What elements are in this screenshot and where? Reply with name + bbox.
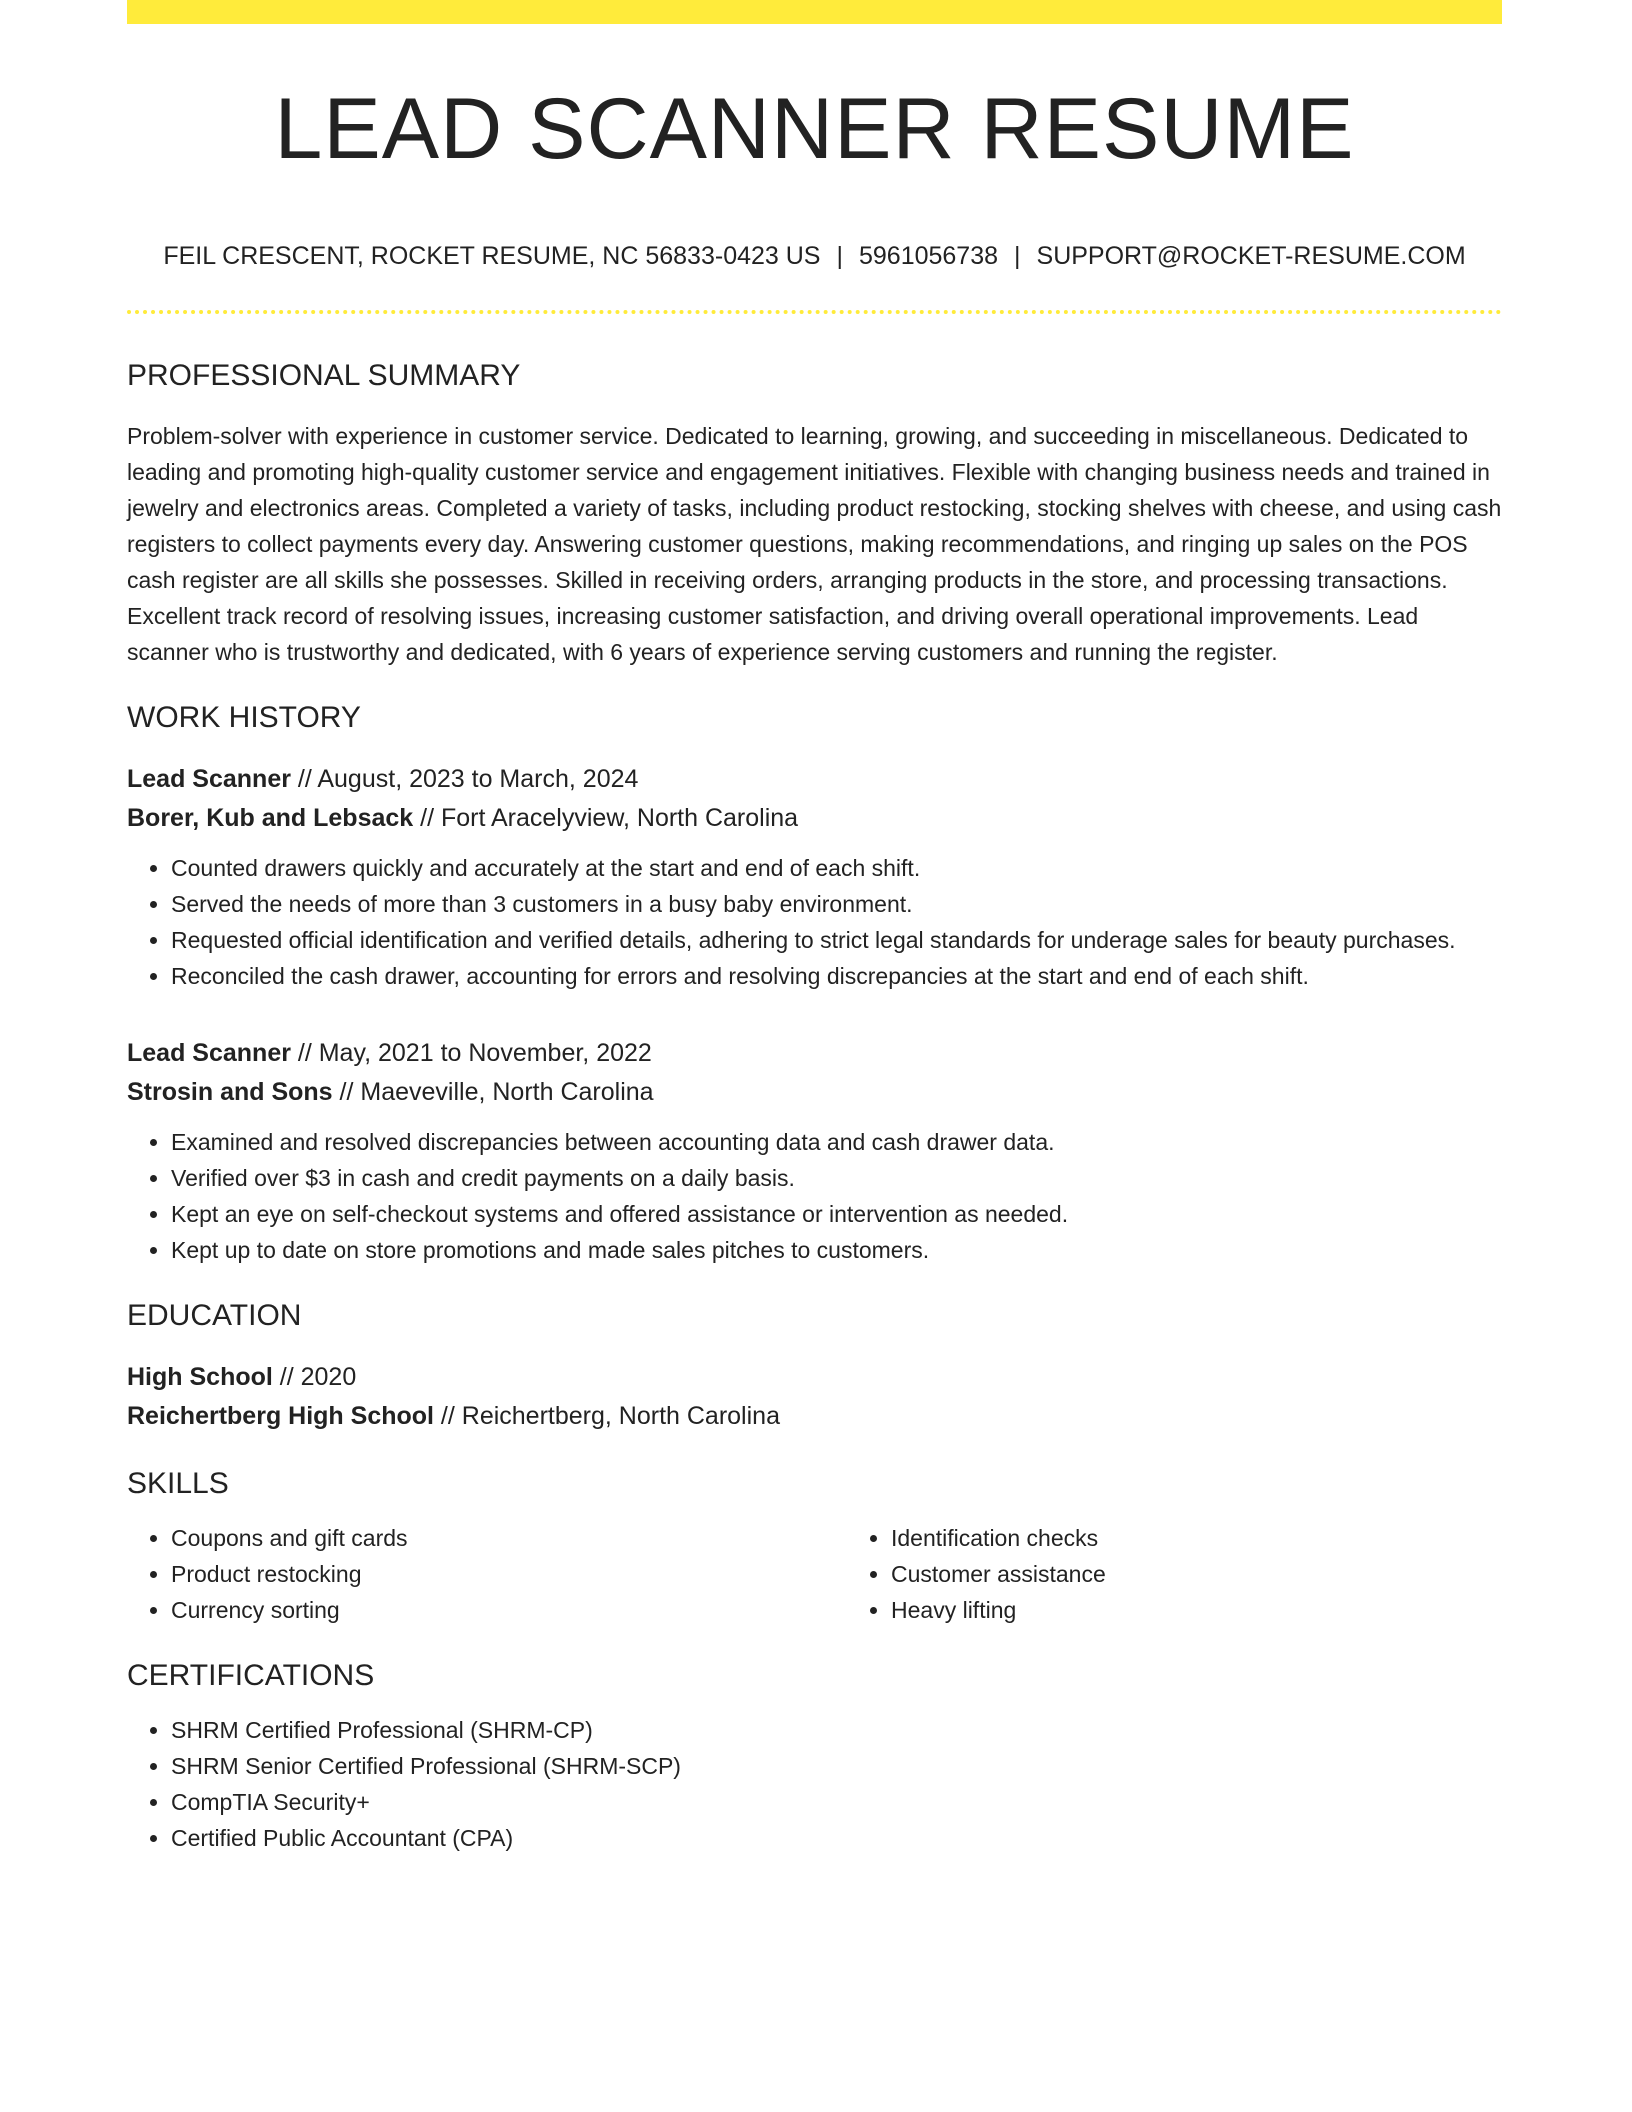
education-location: // Reichertberg, North Carolina	[433, 1402, 780, 1430]
resume-page	[127, 0, 1502, 1856]
education-heading: EDUCATION	[127, 1299, 302, 1332]
job-company: Strosin and Sons	[127, 1078, 333, 1106]
skills-right-column	[847, 1520, 1567, 1628]
skills-heading: SKILLS	[127, 1467, 229, 1500]
work-history-heading: WORK HISTORY	[127, 701, 361, 734]
job-role: Lead Scanner	[127, 1039, 291, 1067]
list-item: • Verified over $3 in cash and credit payments on a daily basis.	[171, 1160, 1502, 1196]
job-role: Lead Scanner	[127, 765, 291, 793]
education-year: // 2020	[272, 1363, 357, 1391]
job-dates: // August, 2023 to March, 2024	[290, 765, 639, 793]
list-item: • Currency sorting	[171, 1592, 847, 1628]
contact-phone: 5961056738	[858, 242, 999, 270]
list-item: • Certified Public Accountant (CPA)	[171, 1820, 1502, 1856]
job-company: Borer, Kub and Lebsack	[127, 804, 414, 832]
job-title-line	[127, 760, 1502, 799]
job-bullets	[127, 850, 1502, 994]
list-item: • Examined and resolved discrepancies between accounting data and cash drawer data.	[171, 1124, 1502, 1160]
education-school-line	[127, 1397, 1502, 1436]
list-item: • Requested official identification and verified details, adhering to strict legal standards for underage sales for beauty purchases.	[171, 922, 1502, 958]
job-bullets	[127, 1124, 1502, 1268]
list-item: • Identification checks	[891, 1520, 1567, 1556]
skills-grid	[127, 1520, 1502, 1628]
contact-separator: |	[836, 242, 843, 270]
job-location: // Fort Aracelyview, North Carolina	[413, 804, 799, 832]
contact-email: SUPPORT@ROCKET-RESUME.COM	[1036, 242, 1466, 270]
list-item: • Coupons and gift cards	[171, 1520, 847, 1556]
contact-address: FEIL CRESCENT, ROCKET RESUME, NC 56833-0423 US	[163, 242, 821, 270]
education-school: Reichertberg High School	[127, 1402, 434, 1430]
job-company-line	[127, 1073, 1502, 1112]
list-item: • CompTIA Security+	[171, 1784, 1502, 1820]
education-degree: High School	[127, 1363, 273, 1391]
job-entry	[127, 1034, 1502, 1268]
job-dates: // May, 2021 to November, 2022	[290, 1039, 652, 1067]
education-entry	[127, 1358, 1502, 1436]
list-item: • Heavy lifting	[891, 1592, 1567, 1628]
list-item: • Customer assistance	[891, 1556, 1567, 1592]
job-company-line	[127, 799, 1502, 838]
job-location: // Maeveville, North Carolina	[332, 1078, 654, 1106]
skills-left-column	[127, 1520, 847, 1628]
list-item: • SHRM Senior Certified Professional (SHRM-SCP)	[171, 1748, 1502, 1784]
list-item: • Reconciled the cash drawer, accounting for errors and resolving discrepancies at the start and end of each shift.	[171, 958, 1502, 994]
list-item: • Product restocking	[171, 1556, 847, 1592]
summary-heading: PROFESSIONAL SUMMARY	[127, 359, 521, 392]
resume-title: LEAD SCANNER RESUME	[274, 81, 1355, 177]
dotted-divider	[127, 310, 1502, 314]
contact-separator: |	[1014, 242, 1021, 270]
list-item: • Served the needs of more than 3 customers in a busy baby environment.	[171, 886, 1502, 922]
job-entry	[127, 760, 1502, 994]
list-item: • Kept up to date on store promotions and made sales pitches to customers.	[171, 1232, 1502, 1268]
certifications-list	[127, 1712, 1502, 1856]
education-degree-line	[127, 1358, 1502, 1397]
certifications-heading: CERTIFICATIONS	[127, 1659, 375, 1692]
summary-text: Problem-solver with experience in customer service. Dedicated to learning, growing, and succeeding in miscellaneous. Dedicated to leading and promoting high-quality customer service and engagement initiatives. Flexible with changing business needs and trained in jewelry and electronics areas. Completed a variety of tasks, including product restocking, stocking shelves with cheese, and using cash registers to collect payments every day. Answering customer questions, making recommendations, and ringing up sales on the POS cash register are all skills she possesses. Skilled in receiving orders, arranging products in the store, and processing transactions. Excellent track record of resolving issues, increasing customer satisfaction, and driving overall operational improvements. Lead scanner who is trustworthy and dedicated, with 6 years of experience serving customers and running the register.	[127, 423, 1502, 665]
list-item: • SHRM Certified Professional (SHRM-CP)	[171, 1712, 1502, 1748]
list-item: • Kept an eye on self-checkout systems and offered assistance or intervention as needed.	[171, 1196, 1502, 1232]
job-title-line	[127, 1034, 1502, 1073]
contact-line	[127, 241, 1502, 271]
list-item: • Counted drawers quickly and accurately at the start and end of each shift.	[171, 850, 1502, 886]
accent-top-bar	[127, 0, 1502, 24]
